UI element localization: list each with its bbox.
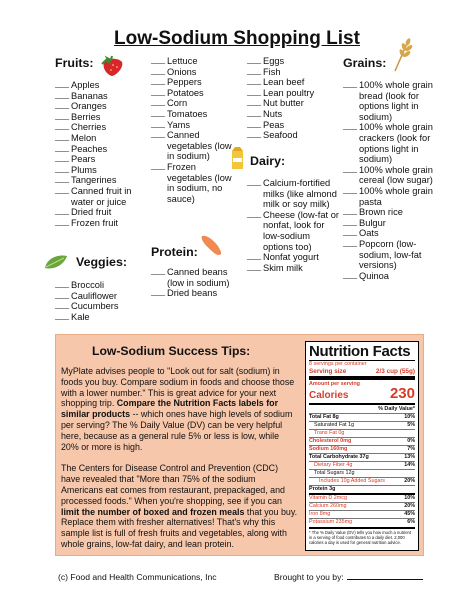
shopping-list-item: ____ Peas: [247, 120, 339, 131]
nutrient-label: Iron 8mg: [309, 511, 331, 517]
nutrient-row: [309, 518, 415, 526]
shopping-list-item: ____ Peaches: [55, 144, 153, 155]
shopping-list-item: ____ Eggs: [247, 56, 339, 67]
shopping-list-item: ____ Brown rice: [343, 207, 433, 218]
grains-heading: Grains:: [343, 56, 387, 70]
nutrient-label: Cholesterol 0mg: [309, 438, 352, 444]
shopping-list-item: ____ Kale: [55, 312, 153, 323]
sweet-potato-icon: [198, 233, 224, 257]
shopping-list-item: ____ Cucumbers: [55, 301, 153, 312]
nutrient-row: [309, 429, 415, 437]
shopping-list-item: ____ Lettuce: [151, 56, 241, 67]
nutrient-row: [309, 477, 415, 485]
copyright-text: (c) Food and Health Communications, Inc: [58, 572, 217, 582]
tips-title: Low-Sodium Success Tips:: [92, 344, 251, 358]
nutrient-label: Total Sugars 12g: [314, 470, 355, 476]
serving-size-label: Serving size: [309, 368, 347, 375]
tips-p1-text: MyPlate advises people to "Look out for salt (sodium) in foods you buy. Compare sodium in foods and choose those with a lower number." This is great advice for your next shopping trip.: [61, 366, 295, 409]
nutrient-dv: 13%: [404, 454, 415, 460]
serving-size-row: [309, 368, 415, 375]
nutrient-row: [309, 445, 415, 453]
nutrition-footnote: * The % Daily Value (DV) tells you how much a nutrient in a serving of food contributes to a daily diet. 2,000 calories a day is used for general nutrition advice.: [309, 530, 412, 545]
nutrient-dv: 5%: [407, 422, 415, 428]
shopping-list-item: ____ Seafood: [247, 130, 339, 141]
shopping-list-item: ____ Berries: [55, 112, 153, 123]
nutrient-row: [309, 502, 415, 510]
shopping-list-item: ____ Canned beans (low in sodium): [151, 267, 241, 288]
shopping-list-item: ____ Onions: [151, 67, 241, 78]
nutrient-row: [309, 469, 415, 477]
veggies-section: [55, 255, 153, 322]
nutrient-row: [309, 437, 415, 445]
shopping-list-item: ____ Nonfat yogurt: [247, 252, 339, 263]
shopping-list-item: ____ 100% whole grain pasta: [343, 186, 433, 207]
nutrient-dv: 20%: [404, 478, 415, 484]
tips-paragraph-2: [61, 463, 298, 549]
brought-to-you-label: Brought to you by:: [274, 572, 344, 582]
shopping-list-item: ____ Quinoa: [343, 271, 433, 282]
calories-row: [309, 385, 415, 402]
shopping-list-item: ____ Fish: [247, 67, 339, 78]
protein-heading: Protein:: [151, 245, 198, 259]
veggies-continued-list: [151, 56, 241, 204]
nutrient-dv: 20%: [404, 503, 415, 509]
shopping-list-item: ____ Cheese (low-fat or nonfat, look for low-sodium options too): [247, 210, 339, 252]
nutrient-row: [309, 453, 415, 461]
shopping-list-item: ____ Pears: [55, 154, 153, 165]
nutrient-row: [309, 485, 415, 493]
shopping-list-item: ____ 100% whole grain cereal (low sugar): [343, 165, 433, 186]
fruits-section: [55, 56, 153, 228]
nutrient-label: Total Carbohydrate 37g: [309, 454, 369, 460]
tips-p2-text-end: that you buy. Replace them with fresher alternatives! That's why this sample list is full of fresh fruits and vegetables, along with whole grains, low-fat dairy, and lean protein.: [61, 506, 298, 549]
protein-list: [151, 267, 241, 299]
shopping-list-item: ____ Apples: [55, 80, 153, 91]
shopping-list-item: ____ Plums: [55, 165, 153, 176]
tips-p1-text-end: -- which ones have high levels of sodium per serving? The % Daily Value (DV) can be very helpful here, because as a general rule 5% or less is low, while 20% or more is high.: [61, 409, 293, 452]
shopping-list-item: ____ Cherries: [55, 122, 153, 133]
nutrient-dv: 6%: [407, 519, 415, 525]
shopping-list-item: ____ Popcorn (low-sodium, low-fat versions): [343, 239, 433, 271]
shopping-list-item: ____ Skim milk: [247, 263, 339, 274]
nutrient-label: Total Fat 8g: [309, 414, 339, 420]
shopping-list-item: ____ Dried fruit: [55, 207, 153, 218]
shopping-list-item: ____ 100% whole grain bread (look for options light in sodium): [343, 80, 433, 122]
nutrient-dv: 14%: [404, 462, 415, 468]
nutrient-row: [309, 413, 415, 421]
strawberry-icon: [100, 55, 124, 77]
nutrient-label: Includes 10g Added Sugars: [319, 478, 385, 484]
sponsor-blank-line[interactable]: [347, 579, 423, 580]
daily-value-header: % Daily Value*: [378, 406, 415, 412]
veggies-continued-section: [151, 56, 241, 204]
veggies-list: [55, 280, 153, 322]
protein-section: [151, 245, 241, 299]
nutrient-dv: 10%: [404, 495, 415, 501]
shopping-list-item: ____ Yams: [151, 120, 241, 131]
nutrient-row: [309, 421, 415, 429]
grains-section: [343, 56, 433, 281]
nutrient-dv: 7%: [407, 446, 415, 452]
leaf-icon: [44, 254, 68, 270]
nutrient-label: Calcium 260mg: [309, 503, 347, 509]
nutrient-dv: 45%: [404, 511, 415, 517]
shopping-list-item: ____ Cauliflower: [55, 291, 153, 302]
shopping-list-item: ____ Oats: [343, 228, 433, 239]
nutrient-row: [309, 493, 415, 502]
nutrient-label: Sodium 160mg: [309, 446, 348, 452]
shopping-list-item: ____ Oranges: [55, 101, 153, 112]
nutrient-label: Vitamin D 2mcg: [309, 495, 347, 501]
dairy-section: [247, 154, 339, 273]
dairy-heading: Dairy:: [250, 154, 286, 168]
shopping-list-item: ____ 100% whole grain crackers (look for options light in sodium): [343, 122, 433, 164]
protein-continued-list: [247, 56, 339, 141]
nutrient-row: [309, 461, 415, 469]
tips-paragraph-1: [61, 366, 298, 452]
servings-per-container: 8 servings per container: [309, 360, 415, 368]
shopping-list-item: ____ Frozen fruit: [55, 218, 153, 229]
veggies-heading: Veggies:: [76, 255, 127, 269]
milk-carton-icon: [231, 146, 244, 170]
tips-p2-bold: limit the number of boxed and frozen meals: [61, 506, 245, 517]
amount-per-serving: Amount per serving: [309, 381, 360, 387]
nutrition-facts-title: Nutrition Facts: [309, 343, 411, 360]
shopping-list-item: ____ Peppers: [151, 77, 241, 88]
shopping-list-item: ____ Lean poultry: [247, 88, 339, 99]
shopping-list-item: ____ Melon: [55, 133, 153, 144]
shopping-list-item: ____ Dried beans: [151, 288, 241, 299]
tips-p1-bold: Compare the Nutrition Facts labels for similar products: [61, 398, 279, 420]
nutrition-facts-label: [305, 341, 419, 551]
shopping-list-item: ____ Frozen vegetables (low in sodium, no sauce): [151, 162, 241, 204]
fruits-list: [55, 80, 153, 228]
brought-to-you-by: [274, 572, 423, 582]
dairy-list: [247, 178, 339, 273]
nutrient-label: Potassium 235mg: [309, 519, 353, 525]
grains-list: [343, 80, 433, 281]
wheat-icon: [392, 36, 414, 72]
nutrient-row: [309, 510, 415, 518]
tips-text: [61, 366, 298, 561]
shopping-list-item: ____ Lean beef: [247, 77, 339, 88]
shopping-list-item: ____ Calcium-fortified milks (like almond milk or soy milk): [247, 178, 339, 210]
nutrient-label: Protein 3g: [309, 486, 336, 492]
protein-continued-section: [247, 56, 339, 141]
calories-label: Calories: [309, 390, 349, 401]
serving-size-value: 2/3 cup (55g): [375, 368, 415, 375]
shopping-list-item: ____ Broccoli: [55, 280, 153, 291]
nutrient-label: Dietary Fiber 4g: [314, 462, 353, 468]
shopping-list-item: ____ Bananas: [55, 91, 153, 102]
nutrient-rows: [309, 413, 415, 526]
nutrient-label: Trans Fat 0g: [314, 430, 345, 436]
shopping-list-item: ____ Nuts: [247, 109, 339, 120]
shopping-list-item: ____ Tangerines: [55, 175, 153, 186]
calories-value: 230: [389, 385, 415, 402]
fruits-heading: Fruits:: [55, 56, 94, 70]
nutrient-dv: 10%: [404, 414, 415, 420]
shopping-list-item: ____ Canned vegetables (low in sodium): [151, 130, 241, 162]
shopping-list-item: ____ Bulgur: [343, 218, 433, 229]
tips-p2-text: The Centers for Disease Control and Prevention (CDC) have revealed that "More than 75% of the sodium Americans eat comes from restaurant, prepackaged, and processed foods." When you're shopping, see if you can: [61, 463, 285, 506]
nutrient-label: Saturated Fat 1g: [314, 422, 355, 428]
shopping-list-item: ____ Potatoes: [151, 88, 241, 99]
shopping-list-item: ____ Nut butter: [247, 98, 339, 109]
shopping-list-item: ____ Canned fruit in water or juice: [55, 186, 153, 207]
page-title: Low-Sodium Shopping List: [114, 28, 360, 49]
shopping-list-item: ____ Corn: [151, 98, 241, 109]
shopping-list-item: ____ Tomatoes: [151, 109, 241, 120]
nutrient-dv: 0%: [407, 438, 415, 444]
